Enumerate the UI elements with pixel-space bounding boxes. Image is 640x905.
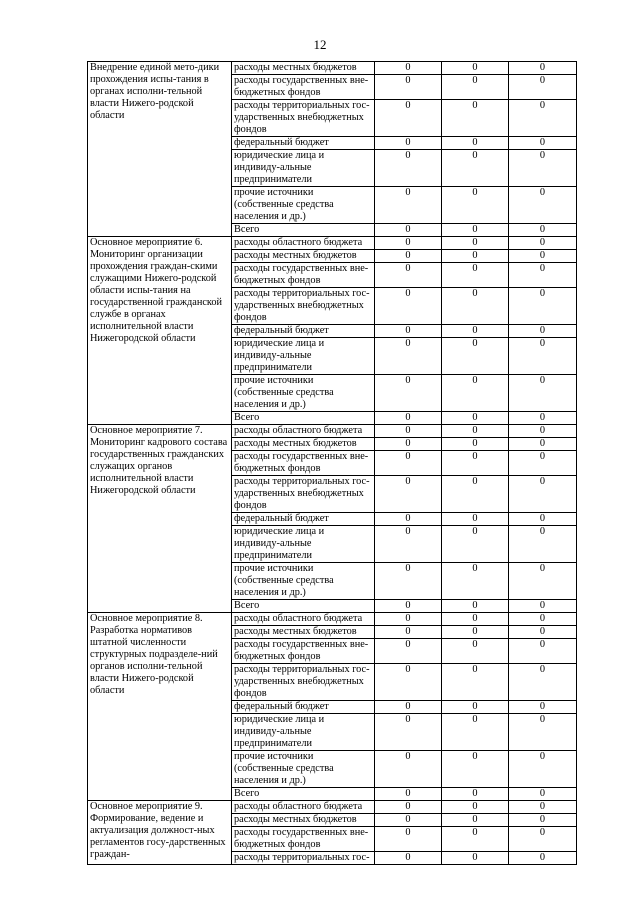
amount-cell: 0 bbox=[442, 814, 509, 827]
amount-cell: 0 bbox=[509, 613, 577, 626]
amount-cell: 0 bbox=[509, 476, 577, 513]
amount-cell: 0 bbox=[509, 438, 577, 451]
funding-source: Всего bbox=[232, 600, 375, 613]
amount-cell: 0 bbox=[375, 476, 442, 513]
amount-cell: 0 bbox=[375, 137, 442, 150]
amount-cell: 0 bbox=[509, 801, 577, 814]
funding-source: расходы местных бюджетов bbox=[232, 814, 375, 827]
amount-cell: 0 bbox=[442, 75, 509, 100]
funding-source: расходы государственных вне-бюджетных фондов bbox=[232, 827, 375, 852]
amount-cell: 0 bbox=[375, 639, 442, 664]
amount-cell: 0 bbox=[375, 187, 442, 224]
funding-source: расходы областного бюджета bbox=[232, 613, 375, 626]
funding-source: юридические лица и индивиду-альные предприниматели bbox=[232, 714, 375, 751]
table-row bbox=[88, 237, 577, 250]
amount-cell: 0 bbox=[509, 100, 577, 137]
amount-cell: 0 bbox=[375, 237, 442, 250]
funding-source: расходы местных бюджетов bbox=[232, 626, 375, 639]
amount-cell: 0 bbox=[442, 137, 509, 150]
activity-title: Основное мероприятие 9. Формирование, ведение и актуализация должност-ных регламентов госу-дарственных граждан- bbox=[88, 801, 232, 865]
amount-cell: 0 bbox=[509, 751, 577, 788]
amount-cell: 0 bbox=[375, 613, 442, 626]
funding-source: расходы государственных вне-бюджетных фондов bbox=[232, 451, 375, 476]
funding-source: прочие источники (собственные средства населения и др.) bbox=[232, 751, 375, 788]
amount-cell: 0 bbox=[509, 714, 577, 751]
amount-cell: 0 bbox=[375, 801, 442, 814]
amount-cell: 0 bbox=[509, 563, 577, 600]
amount-cell: 0 bbox=[509, 852, 577, 865]
amount-cell: 0 bbox=[509, 827, 577, 852]
amount-cell: 0 bbox=[375, 751, 442, 788]
amount-cell: 0 bbox=[375, 664, 442, 701]
amount-cell: 0 bbox=[375, 852, 442, 865]
amount-cell: 0 bbox=[375, 814, 442, 827]
funding-source: Всего bbox=[232, 788, 375, 801]
amount-cell: 0 bbox=[509, 137, 577, 150]
funding-source: расходы государственных вне-бюджетных фондов bbox=[232, 639, 375, 664]
amount-cell: 0 bbox=[509, 224, 577, 237]
funding-source: расходы территориальных гос-ударственных внебюджетных фондов bbox=[232, 476, 375, 513]
amount-cell: 0 bbox=[375, 600, 442, 613]
amount-cell: 0 bbox=[509, 62, 577, 75]
amount-cell: 0 bbox=[375, 425, 442, 438]
amount-cell: 0 bbox=[509, 664, 577, 701]
funding-source: юридические лица и индивиду-альные предприниматели bbox=[232, 526, 375, 563]
funding-source: федеральный бюджет bbox=[232, 325, 375, 338]
amount-cell: 0 bbox=[509, 526, 577, 563]
amount-cell: 0 bbox=[509, 626, 577, 639]
amount-cell: 0 bbox=[442, 801, 509, 814]
amount-cell: 0 bbox=[442, 563, 509, 600]
amount-cell: 0 bbox=[442, 639, 509, 664]
funding-source: федеральный бюджет bbox=[232, 137, 375, 150]
amount-cell: 0 bbox=[509, 237, 577, 250]
amount-cell: 0 bbox=[442, 613, 509, 626]
funding-source: расходы местных бюджетов bbox=[232, 62, 375, 75]
amount-cell: 0 bbox=[442, 250, 509, 263]
amount-cell: 0 bbox=[375, 526, 442, 563]
amount-cell: 0 bbox=[375, 827, 442, 852]
amount-cell: 0 bbox=[375, 263, 442, 288]
amount-cell: 0 bbox=[442, 852, 509, 865]
funding-source: расходы территориальных гос- bbox=[232, 852, 375, 865]
table-row bbox=[88, 425, 577, 438]
page-number: 12 bbox=[313, 37, 327, 52]
funding-source: расходы территориальных гос-ударственных внебюджетных фондов bbox=[232, 664, 375, 701]
amount-cell: 0 bbox=[442, 600, 509, 613]
amount-cell: 0 bbox=[375, 438, 442, 451]
amount-cell: 0 bbox=[442, 100, 509, 137]
funding-source: расходы областного бюджета bbox=[232, 801, 375, 814]
amount-cell: 0 bbox=[509, 639, 577, 664]
amount-cell: 0 bbox=[375, 224, 442, 237]
amount-cell: 0 bbox=[375, 250, 442, 263]
table-body bbox=[88, 62, 577, 865]
funding-source: расходы областного бюджета bbox=[232, 425, 375, 438]
amount-cell: 0 bbox=[509, 150, 577, 187]
amount-cell: 0 bbox=[442, 788, 509, 801]
amount-cell: 0 bbox=[375, 288, 442, 325]
funding-source: расходы государственных вне-бюджетных фондов bbox=[232, 263, 375, 288]
amount-cell: 0 bbox=[442, 338, 509, 375]
amount-cell: 0 bbox=[375, 150, 442, 187]
funding-source: расходы государственных вне-бюджетных фондов bbox=[232, 75, 375, 100]
amount-cell: 0 bbox=[442, 827, 509, 852]
amount-cell: 0 bbox=[442, 425, 509, 438]
activity-title: Основное мероприятие 6. Мониторинг организации прохождения граждан-скими служащими Нижего-родской области испы-тания на государственной гражданской службе в органах исполнительной власти Нижегородской области bbox=[88, 237, 232, 425]
amount-cell: 0 bbox=[442, 412, 509, 425]
amount-cell: 0 bbox=[442, 62, 509, 75]
amount-cell: 0 bbox=[375, 714, 442, 751]
amount-cell: 0 bbox=[375, 451, 442, 476]
budget-table bbox=[87, 61, 577, 865]
amount-cell: 0 bbox=[442, 438, 509, 451]
amount-cell: 0 bbox=[509, 814, 577, 827]
amount-cell: 0 bbox=[509, 250, 577, 263]
amount-cell: 0 bbox=[509, 412, 577, 425]
amount-cell: 0 bbox=[442, 751, 509, 788]
amount-cell: 0 bbox=[442, 288, 509, 325]
amount-cell: 0 bbox=[375, 563, 442, 600]
funding-source: расходы областного бюджета bbox=[232, 237, 375, 250]
amount-cell: 0 bbox=[442, 476, 509, 513]
funding-source: Всего bbox=[232, 412, 375, 425]
amount-cell: 0 bbox=[442, 224, 509, 237]
amount-cell: 0 bbox=[442, 375, 509, 412]
amount-cell: 0 bbox=[442, 701, 509, 714]
funding-source: прочие источники (собственные средства населения и др.) bbox=[232, 375, 375, 412]
amount-cell: 0 bbox=[375, 412, 442, 425]
table-row bbox=[88, 62, 577, 75]
amount-cell: 0 bbox=[509, 187, 577, 224]
amount-cell: 0 bbox=[509, 325, 577, 338]
amount-cell: 0 bbox=[442, 150, 509, 187]
activity-title: Основное мероприятие 7. Мониторинг кадрового состава государственных гражданских служащих органов исполнительной власти Нижегородской области bbox=[88, 425, 232, 613]
amount-cell: 0 bbox=[442, 263, 509, 288]
amount-cell: 0 bbox=[442, 526, 509, 563]
amount-cell: 0 bbox=[375, 100, 442, 137]
amount-cell: 0 bbox=[442, 513, 509, 526]
amount-cell: 0 bbox=[509, 375, 577, 412]
amount-cell: 0 bbox=[509, 451, 577, 476]
amount-cell: 0 bbox=[509, 288, 577, 325]
amount-cell: 0 bbox=[442, 714, 509, 751]
funding-source: федеральный бюджет bbox=[232, 513, 375, 526]
activity-title: Внедрение единой мето-дики прохождения испы-тания в органах исполни-тельной власти Нижего-родской области bbox=[88, 62, 232, 237]
amount-cell: 0 bbox=[375, 701, 442, 714]
amount-cell: 0 bbox=[509, 701, 577, 714]
amount-cell: 0 bbox=[509, 513, 577, 526]
amount-cell: 0 bbox=[509, 263, 577, 288]
amount-cell: 0 bbox=[509, 425, 577, 438]
funding-source: юридические лица и индивиду-альные предприниматели bbox=[232, 150, 375, 187]
funding-source: расходы местных бюджетов bbox=[232, 250, 375, 263]
amount-cell: 0 bbox=[442, 325, 509, 338]
funding-source: расходы территориальных гос-ударственных внебюджетных фондов bbox=[232, 100, 375, 137]
amount-cell: 0 bbox=[442, 451, 509, 476]
table-row bbox=[88, 613, 577, 626]
funding-source: прочие источники (собственные средства населения и др.) bbox=[232, 187, 375, 224]
amount-cell: 0 bbox=[442, 664, 509, 701]
amount-cell: 0 bbox=[509, 788, 577, 801]
amount-cell: 0 bbox=[442, 626, 509, 639]
amount-cell: 0 bbox=[375, 75, 442, 100]
activity-title: Основное мероприятие 8. Разработка нормативов штатной численности структурных подразделе-ний органов исполни-тельной власти Нижего-родской области bbox=[88, 613, 232, 801]
funding-source: юридические лица и индивиду-альные предприниматели bbox=[232, 338, 375, 375]
funding-source: расходы территориальных гос-ударственных внебюджетных фондов bbox=[232, 288, 375, 325]
amount-cell: 0 bbox=[375, 375, 442, 412]
amount-cell: 0 bbox=[509, 600, 577, 613]
funding-source: расходы местных бюджетов bbox=[232, 438, 375, 451]
amount-cell: 0 bbox=[509, 75, 577, 100]
funding-source: Всего bbox=[232, 224, 375, 237]
funding-source: федеральный бюджет bbox=[232, 701, 375, 714]
amount-cell: 0 bbox=[375, 338, 442, 375]
amount-cell: 0 bbox=[509, 338, 577, 375]
table-row bbox=[88, 801, 577, 814]
amount-cell: 0 bbox=[375, 325, 442, 338]
amount-cell: 0 bbox=[442, 237, 509, 250]
amount-cell: 0 bbox=[442, 187, 509, 224]
amount-cell: 0 bbox=[375, 788, 442, 801]
amount-cell: 0 bbox=[375, 513, 442, 526]
amount-cell: 0 bbox=[375, 626, 442, 639]
funding-source: прочие источники (собственные средства населения и др.) bbox=[232, 563, 375, 600]
amount-cell: 0 bbox=[375, 62, 442, 75]
